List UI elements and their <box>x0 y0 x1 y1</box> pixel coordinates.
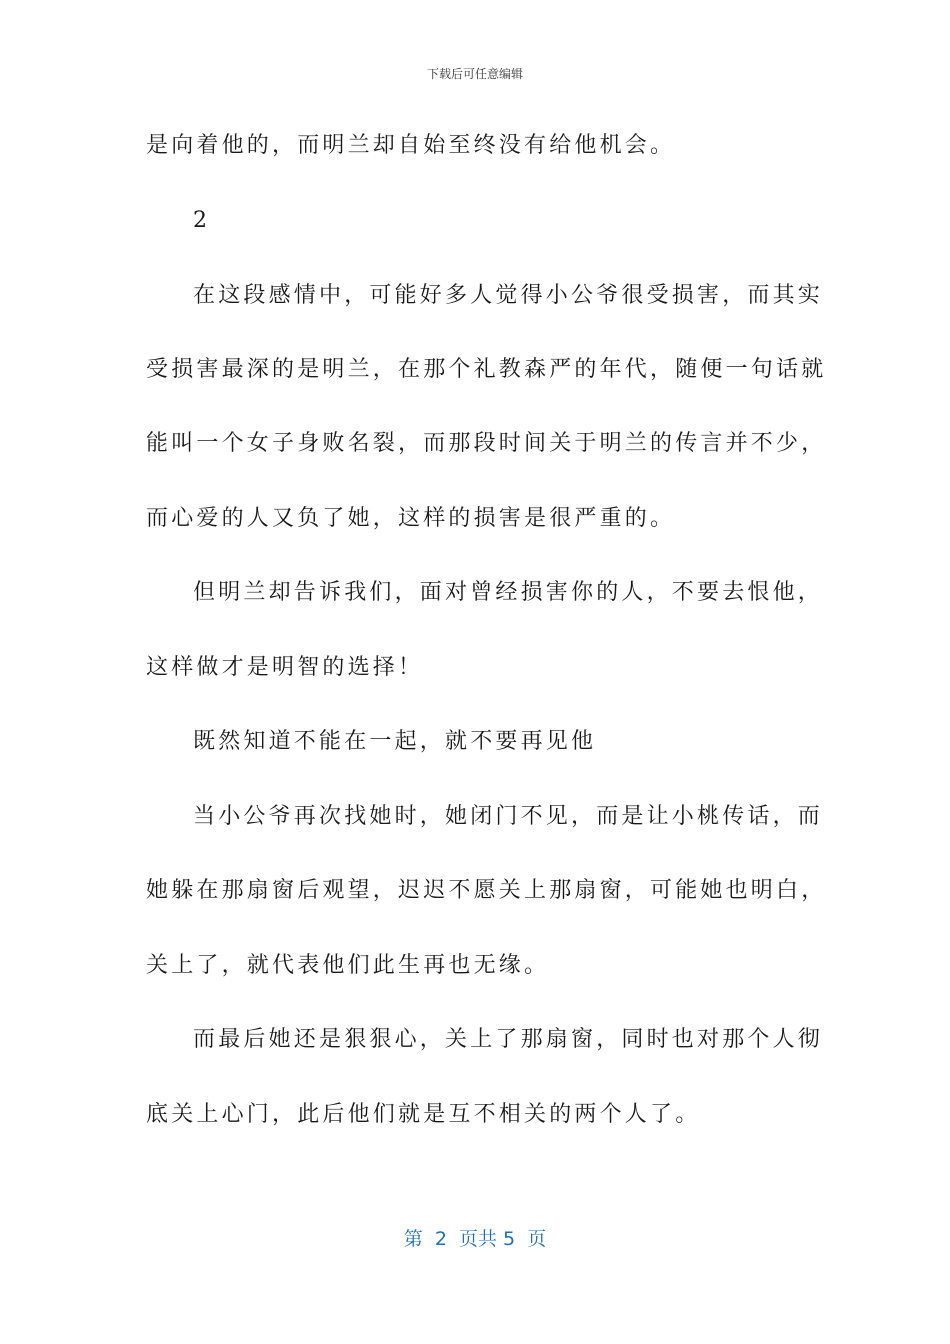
text-line: 受损害最深的是明兰，在那个礼教森严的年代，随便一句话就 <box>146 357 827 382</box>
page-number-footer: 第 2 页共 5 页 <box>403 1228 547 1250</box>
text-line: 是向着他的，而明兰却自始至终没有给他机会。 <box>146 133 676 158</box>
subheading: 既然知道不能在一起，就不要再见他 <box>193 729 597 754</box>
text-line: 当小公爷再次找她时，她闭门不见，而是让小桃传话，而 <box>193 804 824 829</box>
text-line: 在这段感情中，可能好多人觉得小公爷很受损害，而其实 <box>193 283 824 308</box>
text-line: 而心爱的人又负了她，这样的损害是很严重的。 <box>146 506 676 531</box>
text-line: 她躲在那扇窗后观望，迟迟不愿关上那扇窗，可能她也明白， <box>146 878 827 903</box>
text-line: 关上了，就代表他们此生再也无缘。 <box>146 953 550 978</box>
section-number: 2 <box>193 208 211 233</box>
text-line: 这样做才是明智的选择！ <box>146 655 424 680</box>
text-line: 能叫一个女子身败名裂，而那段时间关于明兰的传言并不少， <box>146 431 827 456</box>
text-line: 但明兰却告诉我们，面对曾经损害你的人，不要去恨他， <box>193 580 824 605</box>
text-line: 底关上心门，此后他们就是互不相关的两个人了。 <box>146 1102 701 1127</box>
text-line: 而最后她还是狠狠心，关上了那扇窗，同时也对那个人彻 <box>193 1027 824 1052</box>
page-header: 下载后可任意编辑 <box>426 67 523 81</box>
